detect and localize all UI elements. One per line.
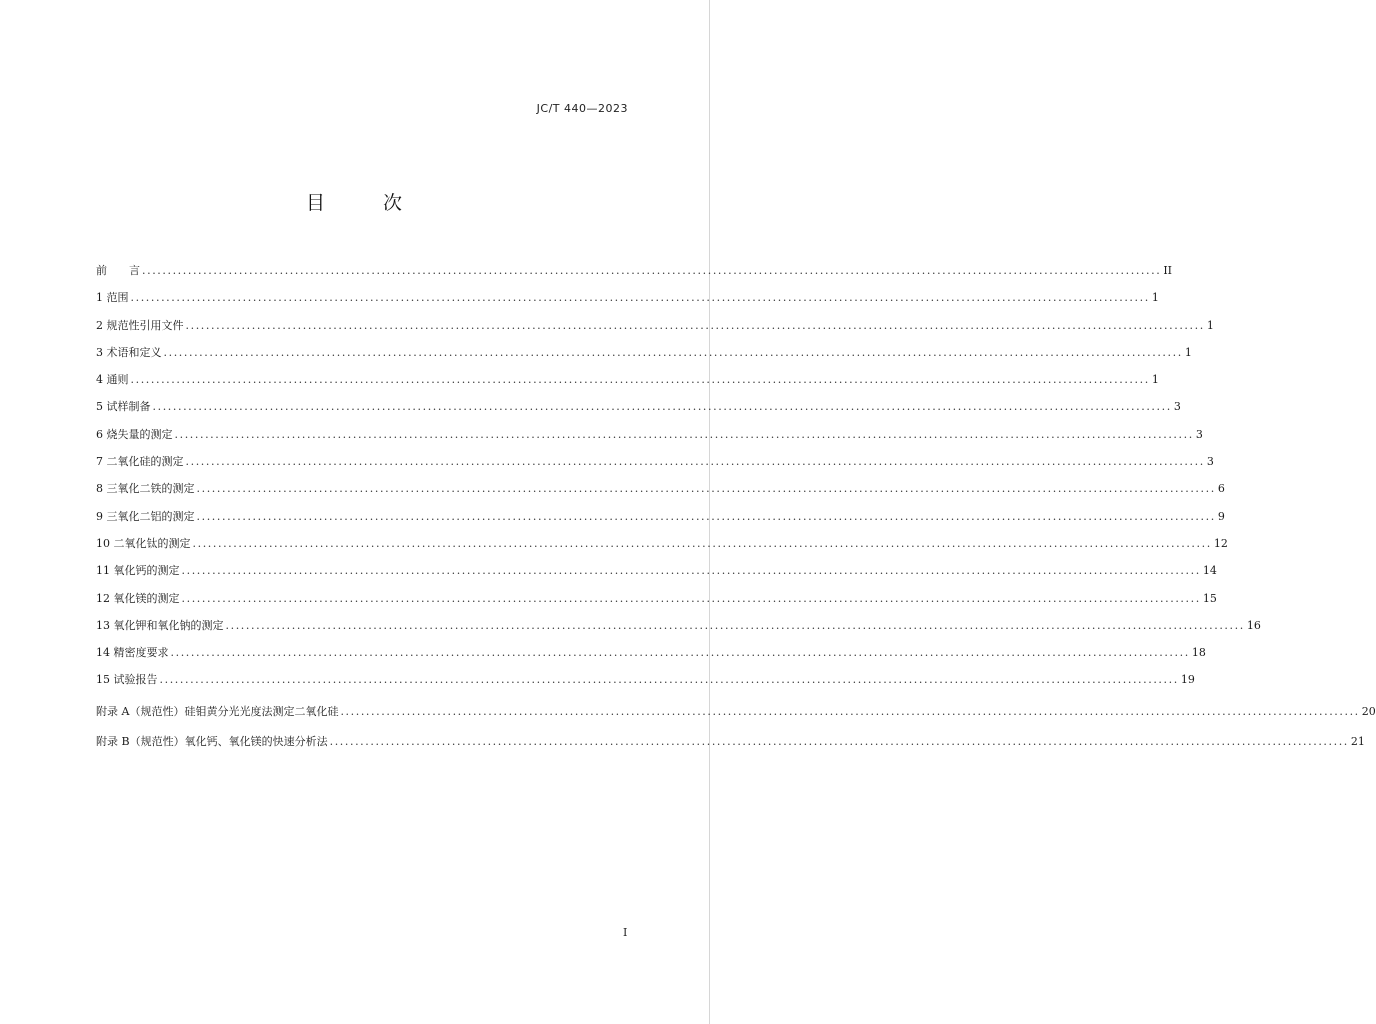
toc-entry-page: 6 bbox=[1217, 482, 1225, 496]
toc-entry-label: 前 言 bbox=[96, 264, 140, 277]
toc-entry-label: 1 范围 bbox=[96, 291, 129, 305]
table-of-contents bbox=[96, 262, 1376, 763]
toc-entry-label: 13 氧化钾和氧化钠的测定 bbox=[96, 618, 224, 632]
toc-entry-page: 1 bbox=[1184, 345, 1192, 359]
toc-entry-label: 附录 B（规范性）氧化钙、氧化镁的快速分析法 bbox=[96, 734, 328, 748]
toc-entry-scope[interactable] bbox=[96, 289, 1159, 316]
toc-entry-page: 14 bbox=[1202, 564, 1217, 578]
toc-leader-dots: ........................................................................................................................................................................................................ bbox=[181, 564, 1201, 578]
toc-entry-page: 1 bbox=[1151, 373, 1159, 387]
toc-entry-silica[interactable] bbox=[96, 453, 1214, 480]
toc-leader-dots: ........................................................................................................................................................................................................ bbox=[170, 646, 1190, 660]
toc-entry-page: 16 bbox=[1246, 618, 1261, 632]
toc-leader-dots: ........................................................................................................................................................................................................ bbox=[163, 345, 1183, 359]
toc-entry-test-report[interactable] bbox=[96, 671, 1195, 698]
toc-entry-foreword[interactable] bbox=[96, 262, 1173, 289]
toc-leader-dots: ........................................................................................................................................................................................................ bbox=[152, 400, 1172, 414]
toc-entry-loss-on-ignition[interactable] bbox=[96, 426, 1203, 453]
toc-leader-dots: ........................................................................................................................................................................................................ bbox=[130, 291, 1150, 305]
toc-entry-page: 12 bbox=[1213, 536, 1228, 550]
toc-entry-label: 11 氧化钙的测定 bbox=[96, 564, 180, 578]
toc-entry-page: II bbox=[1163, 264, 1173, 277]
toc-entry-appendix-a[interactable] bbox=[96, 703, 1376, 733]
toc-leader-dots: ........................................................................................................................................................................................................ bbox=[185, 455, 1205, 469]
toc-entry-label: 7 二氧化硅的测定 bbox=[96, 455, 184, 469]
toc-entry-appendix-b[interactable] bbox=[96, 733, 1365, 763]
toc-entry-label: 4 通则 bbox=[96, 373, 129, 387]
page-number: I bbox=[623, 926, 628, 939]
toc-leader-dots: ........................................................................................................................................................................................................ bbox=[130, 373, 1150, 387]
toc-entry-label: 2 规范性引用文件 bbox=[96, 318, 184, 332]
toc-entry-label: 6 烧失量的测定 bbox=[96, 427, 173, 441]
toc-entry-label: 12 氧化镁的测定 bbox=[96, 591, 180, 605]
toc-entry-terms-definitions[interactable] bbox=[96, 344, 1192, 371]
toc-entry-label: 附录 A（规范性）硅钼黄分光光度法测定二氧化硅 bbox=[96, 704, 339, 718]
toc-entry-label: 10 二氧化钛的测定 bbox=[96, 536, 191, 550]
toc-leader-dots: ........................................................................................................................................................................................................ bbox=[159, 673, 1179, 687]
toc-entry-precision[interactable] bbox=[96, 644, 1206, 671]
toc-entry-page: 1 bbox=[1151, 291, 1159, 305]
toc-entry-titanium-dioxide[interactable] bbox=[96, 535, 1228, 562]
toc-entry-page: 9 bbox=[1217, 509, 1225, 523]
toc-entry-page: 15 bbox=[1202, 591, 1217, 605]
toc-entry-label: 8 三氧化二铁的测定 bbox=[96, 482, 195, 496]
toc-entry-label: 5 试样制备 bbox=[96, 400, 151, 414]
toc-entry-page: 1 bbox=[1206, 318, 1214, 332]
toc-leader-dots: ........................................................................................................................................................................................................ bbox=[329, 734, 1349, 748]
standard-code: JC/T 440—2023 bbox=[536, 102, 628, 115]
toc-entry-page: 21 bbox=[1350, 734, 1365, 748]
toc-entry-potassium-sodium-oxide[interactable] bbox=[96, 617, 1261, 644]
toc-leader-dots: ........................................................................................................................................................................................................ bbox=[196, 509, 1216, 523]
toc-leader-dots: ........................................................................................................................................................................................................ bbox=[181, 591, 1201, 605]
toc-leader-dots: ........................................................................................................................................................................................................ bbox=[192, 536, 1212, 550]
toc-entry-page: 19 bbox=[1180, 673, 1195, 687]
toc-leader-dots: ........................................................................................................................................................................................................ bbox=[340, 704, 1360, 718]
toc-entry-page: 3 bbox=[1206, 455, 1214, 469]
toc-entry-page: 18 bbox=[1191, 646, 1206, 660]
toc-entry-ferric-oxide[interactable] bbox=[96, 480, 1225, 507]
page-title: 目 次 bbox=[305, 192, 429, 214]
toc-entry-alumina[interactable] bbox=[96, 508, 1225, 535]
toc-entry-label: 3 术语和定义 bbox=[96, 345, 162, 359]
toc-entry-magnesium-oxide[interactable] bbox=[96, 590, 1217, 617]
toc-leader-dots: ........................................................................................................................................................................................................ bbox=[142, 264, 1162, 277]
toc-leader-dots: ........................................................................................................................................................................................................ bbox=[225, 618, 1245, 632]
toc-entry-page: 3 bbox=[1195, 427, 1203, 441]
toc-leader-dots: ........................................................................................................................................................................................................ bbox=[174, 427, 1194, 441]
toc-entry-general[interactable] bbox=[96, 371, 1159, 398]
toc-entry-label: 9 三氧化二铝的测定 bbox=[96, 509, 195, 523]
toc-entry-page: 3 bbox=[1173, 400, 1181, 414]
toc-entry-page: 20 bbox=[1361, 704, 1376, 718]
toc-leader-dots: ........................................................................................................................................................................................................ bbox=[185, 318, 1205, 332]
toc-entry-sample-preparation[interactable] bbox=[96, 398, 1181, 425]
toc-entry-label: 15 试验报告 bbox=[96, 673, 158, 687]
toc-leader-dots: ........................................................................................................................................................................................................ bbox=[196, 482, 1216, 496]
toc-entry-label: 14 精密度要求 bbox=[96, 646, 169, 660]
toc-entry-normative-references[interactable] bbox=[96, 317, 1214, 344]
toc-entry-calcium-oxide[interactable] bbox=[96, 562, 1217, 589]
